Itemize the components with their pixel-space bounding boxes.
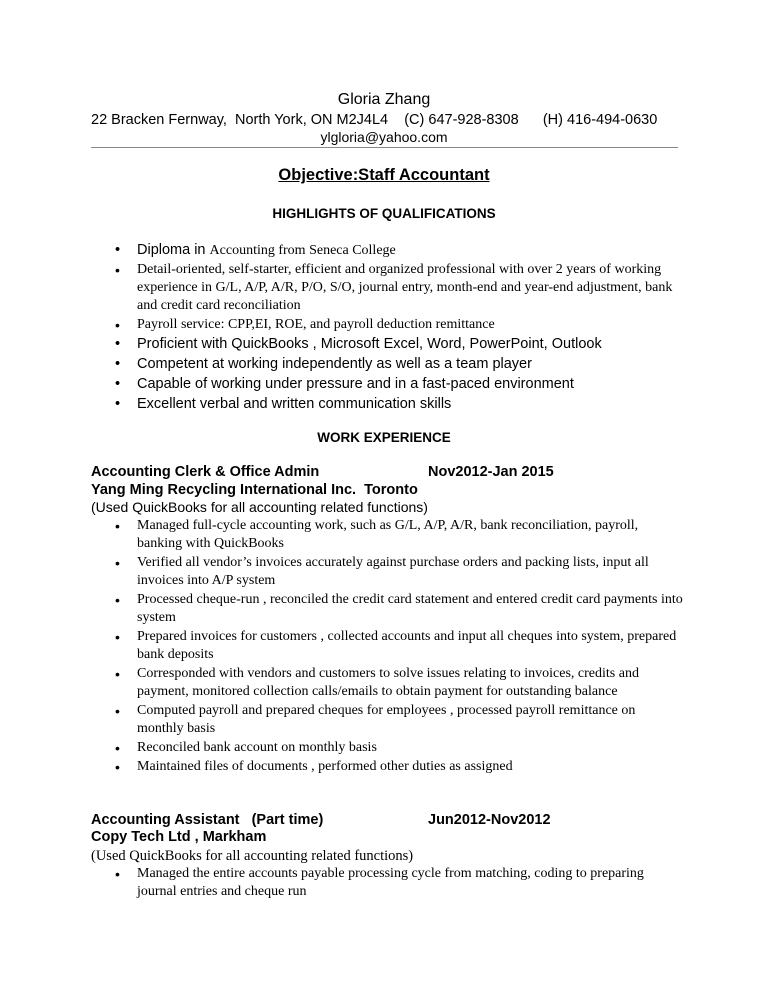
header-divider bbox=[91, 147, 678, 148]
job-role: Accounting Assistant (Part time) bbox=[91, 812, 324, 828]
job-company: Yang Ming Recycling International Inc. Toronto bbox=[91, 482, 418, 498]
highlights-list bbox=[115, 241, 695, 415]
list-item: • Corresponded with vendors and customers to solve issues relating to invoices, credits and payment, monitored collection calls/emails to obtain payment for outstanding balance bbox=[115, 665, 685, 701]
list-item: • Payroll service: CPP,EI, ROE, and payroll deduction remittance bbox=[115, 316, 695, 334]
list-item: • Excellent verbal and written communication skills bbox=[115, 395, 695, 414]
job-note: (Used QuickBooks for all accounting related functions) bbox=[91, 499, 428, 515]
objective-heading: Objective:Staff Accountant bbox=[278, 166, 490, 184]
resume-name: Gloria Zhang bbox=[337, 91, 431, 108]
list-item: • Proficient with QuickBooks , Microsoft Excel, Word, PowerPoint, Outlook bbox=[115, 335, 695, 354]
list-item: • Detail-oriented, self-starter, efficient and organized professional with over 2 years of working experience in G/L, A/P, A/R, P/O, S/O, journal entry, month-end and year-end adjustment, bank and credit card reconciliation bbox=[115, 261, 695, 315]
highlights-heading: HIGHLIGHTS OF QUALIFICATIONS bbox=[272, 206, 496, 221]
list-item: • Verified all vendor’s invoices accurately against purchase orders and packing lists, input all invoices into A/P system bbox=[115, 554, 685, 590]
job-role: Accounting Clerk & Office Admin bbox=[91, 464, 320, 480]
contact-address-phones: 22 Bracken Fernway, North York, ON M2J4L4 (C) 647-928-8308 (H) 416-494-0630 bbox=[91, 112, 658, 128]
diploma-prefix: Diploma in bbox=[137, 242, 210, 258]
job-note: (Used QuickBooks for all accounting related functions) bbox=[91, 848, 414, 864]
list-item: • Processed cheque-run , reconciled the credit card statement and entered credit card payments into system bbox=[115, 591, 685, 627]
list-item: • Managed full-cycle accounting work, such as G/L, A/P, A/R, bank reconciliation, payroll, banking with QuickBooks bbox=[115, 517, 685, 553]
job-dates: Jun2012-Nov2012 bbox=[428, 812, 551, 828]
list-item: • Prepared invoices for customers , collected accounts and input all cheques into system, prepared bank deposits bbox=[115, 628, 685, 664]
list-item bbox=[115, 241, 695, 260]
list-item: • Computed payroll and prepared cheques for employees , processed payroll remittance on monthly basis bbox=[115, 702, 685, 738]
job-dates: Nov2012-Jan 2015 bbox=[428, 464, 554, 480]
work-experience-heading: WORK EXPERIENCE bbox=[317, 430, 451, 445]
contact-email: ylgloria@yahoo.com bbox=[320, 129, 448, 145]
job-bullets bbox=[115, 517, 685, 777]
list-item: • Capable of working under pressure and in a fast-paced environment bbox=[115, 375, 695, 394]
list-item: • Competent at working independently as well as a team player bbox=[115, 355, 695, 374]
list-item: • Managed the entire accounts payable processing cycle from matching, coding to preparing journal entries and cheque run bbox=[115, 865, 685, 901]
list-item: • Maintained files of documents , performed other duties as assigned bbox=[115, 758, 685, 776]
diploma-detail: Accounting from Seneca College bbox=[209, 243, 396, 258]
job-bullets bbox=[115, 865, 685, 902]
list-item: • Reconciled bank account on monthly basis bbox=[115, 739, 685, 757]
job-company: Copy Tech Ltd , Markham bbox=[91, 829, 267, 845]
